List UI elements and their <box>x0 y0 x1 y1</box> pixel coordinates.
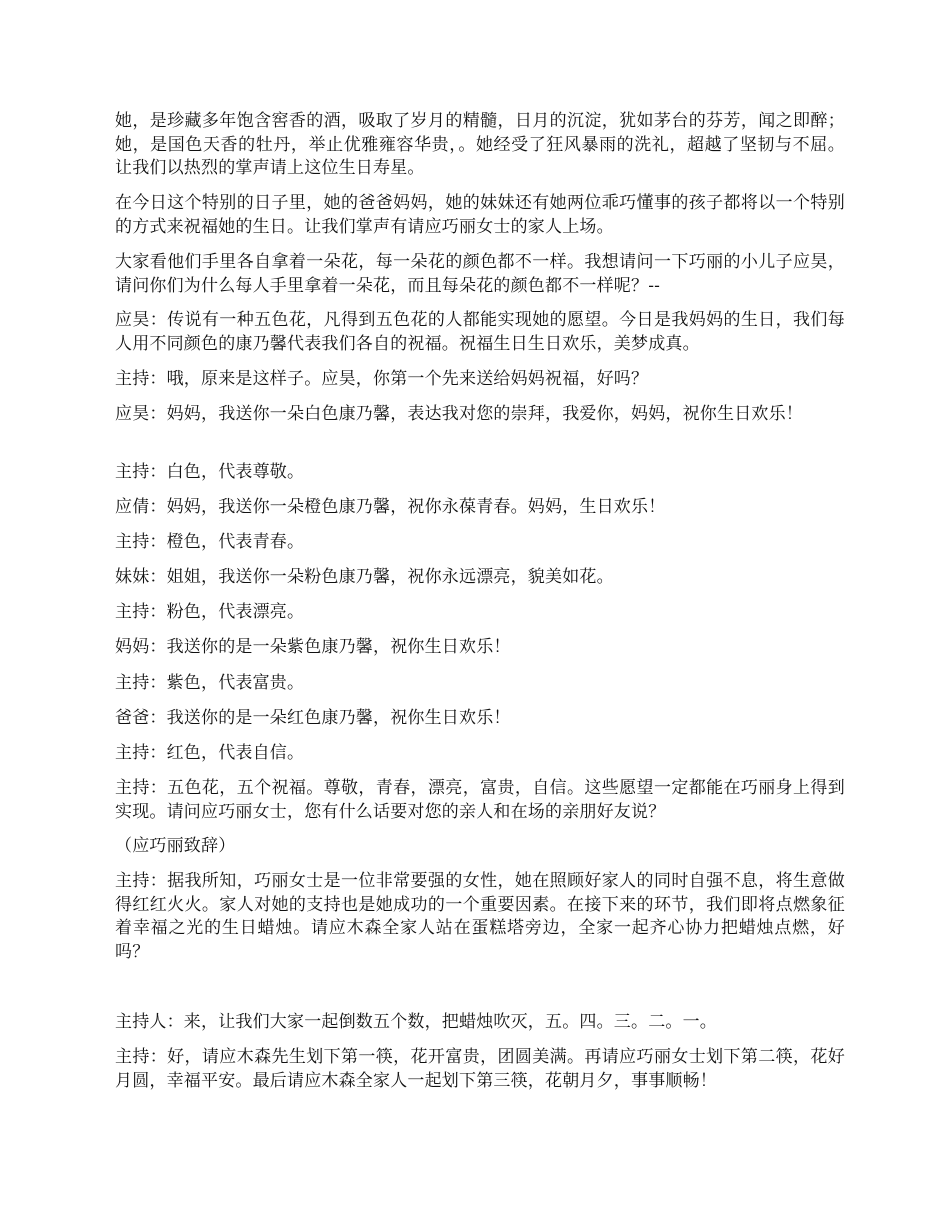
paragraph-host-red: 主持：红色，代表自信。 <box>115 743 305 763</box>
paragraph-yingqian-orange: 应倩：妈妈，我送你一朵橙色康乃馨，祝你永葆青春。妈妈，生日欢乐！ <box>115 497 666 517</box>
paragraph-intro: 她，是珍藏多年饱含窖香的酒，吸取了岁月的精髓，日月的沉淀，犹如茅台的芬芳，闻之即醉；她，是国色天香的牡丹，举止优雅雍容华贵，。她经受了狂风暴雨的洗礼，超越了坚韧与不屈。让我们以热烈的掌声请上这位生日寿星。 <box>115 111 845 178</box>
paragraph-father-red: 爸爸：我送你的是一朵红色康乃馨，祝你生日欢乐！ <box>115 708 511 728</box>
paragraph-host-1: 主持：哦，原来是这样子。应昊，你第一个先来送给妈妈祝福，好吗？ <box>115 369 649 389</box>
paragraph-cake-cutting: 主持：好，请应木森先生划下第一筷，花开富贵，团圆美满。再请应巧丽女士划下第二筷，花好月圆，幸福平安。最后请应木森全家人一起划下第三筷，花朝月夕，事事顺畅！ <box>115 1047 845 1091</box>
paragraph-countdown: 主持人：来，让我们大家一起倒数五个数，把蜡烛吹灭，五。四。三。二。一。 <box>115 1012 717 1032</box>
paragraph-yinghao-answer: 应昊：传说有一种五色花，凡得到五色花的人都能实现她的愿望。今日是我妈妈的生日，我们每人用不同颜色的康乃馨代表我们各自的祝福。祝福生日生日欢乐，美梦成真。 <box>115 310 845 354</box>
paragraph-mother-purple: 妈妈：我送你的是一朵紫色康乃馨，祝你生日欢乐！ <box>115 637 511 657</box>
paragraph-host-pink: 主持：粉色，代表漂亮。 <box>115 602 305 622</box>
paragraph-host-white: 主持：白色，代表尊敬。 <box>115 462 305 482</box>
paragraph-host-candles: 主持：据我所知，巧丽女士是一位非常要强的女性，她在照顾好家人的同时自强不息，将生意做得红红火火。家人对她的支持也是她成功的一个重要因素。在接下来的环节，我们即将点燃象征着幸福之光的生日蜡烛。请应木森全家人站在蛋糕塔旁边，全家一起齐心协力把蜡烛点燃，好吗？ <box>115 871 845 962</box>
paragraph-yinghao-white: 应昊：妈妈，我送你一朵白色康乃馨，表达我对您的崇拜，我爱你，妈妈，祝你生日欢乐！ <box>115 404 803 424</box>
paragraph-family-intro: 在今日这个特别的日子里，她的爸爸妈妈，她的妹妹还有她两位乖巧懂事的孩子都将以一个特别的方式来祝福她的生日。让我们掌声有请应巧丽女士的家人上场。 <box>115 193 845 237</box>
paragraph-host-orange: 主持：橙色，代表青春。 <box>115 532 305 552</box>
paragraph-host-purple: 主持：紫色，代表富贵。 <box>115 673 305 693</box>
paragraph-sister-pink: 妹妹：姐姐，我送你一朵粉色康乃馨，祝你永远漂亮，貌美如花。 <box>115 567 614 587</box>
paragraph-speech-note: （应巧丽致辞） <box>115 836 236 856</box>
paragraph-flowers-question: 大家看他们手里各自拿着一朵花，每一朵花的颜色都不一样。我想请问一下巧丽的小儿子应昊，请问你们为什么每人手里拿着一朵花，而且每朵花的颜色都不一样呢？-- <box>115 252 845 296</box>
paragraph-host-summary: 主持：五色花，五个祝福。尊敬，青春，漂亮，富贵，自信。这些愿望一定都能在巧丽身上得到实现。请问应巧丽女士，您有什么话要对您的亲人和在场的亲朋好友说？ <box>115 778 845 822</box>
